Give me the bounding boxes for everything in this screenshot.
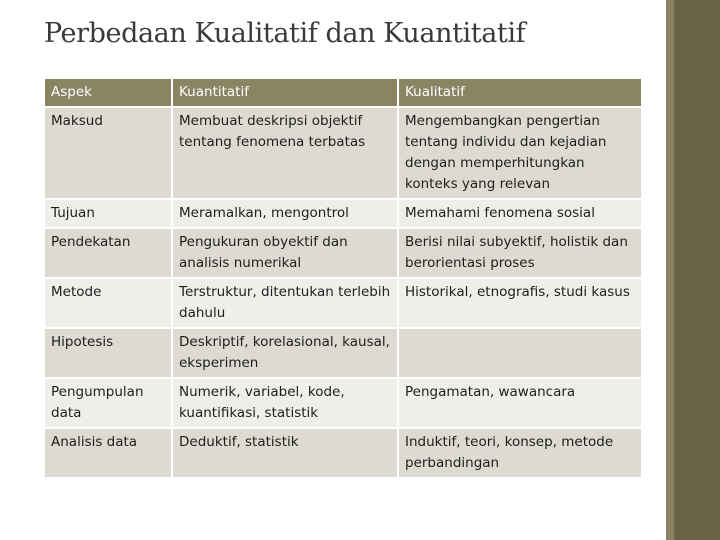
table-row (45, 229, 641, 277)
comparison-table (43, 77, 643, 479)
table-cell: Meramalkan, mengontrol (173, 200, 397, 227)
table-header-row (45, 79, 641, 106)
table-cell: Maksud (45, 108, 171, 198)
table-cell: Tujuan (45, 200, 171, 227)
header-kualitatif: Kualitatif (399, 79, 641, 106)
table-row (45, 279, 641, 327)
table-cell: Deduktif, statistik (173, 429, 397, 477)
table-cell: Memahami fenomena sosial (399, 200, 641, 227)
table-cell: Deskriptif, korelasional, kausal, eksperimen (173, 329, 397, 377)
table-row (45, 429, 641, 477)
table-row (45, 379, 641, 427)
table-cell (399, 329, 641, 377)
table-row (45, 108, 641, 198)
table-cell: Analisis data (45, 429, 171, 477)
table-cell: Membuat deskripsi objektif tentang fenomena terbatas (173, 108, 397, 198)
table-cell: Induktif, teori, konsep, metode perbandingan (399, 429, 641, 477)
table-cell: Metode (45, 279, 171, 327)
page-title: Perbedaan Kualitatif dan Kuantitatif (44, 18, 526, 49)
header-aspek: Aspek (45, 79, 171, 106)
table-cell: Mengembangkan pengertian tentang individu dan kejadian dengan memperhitungkan konteks yang relevan (399, 108, 641, 198)
decorative-side-bar (666, 0, 720, 540)
table-cell: Pengukuran obyektif dan analisis numerikal (173, 229, 397, 277)
table-cell: Hipotesis (45, 329, 171, 377)
table-cell: Numerik, variabel, kode, kuantifikasi, statistik (173, 379, 397, 427)
table-row (45, 329, 641, 377)
table-cell: Terstruktur, ditentukan terlebih dahulu (173, 279, 397, 327)
table-cell: Historikal, etnografis, studi kasus (399, 279, 641, 327)
table-cell: Pengamatan, wawancara (399, 379, 641, 427)
header-kuantitatif: Kuantitatif (173, 79, 397, 106)
table-row (45, 200, 641, 227)
table-cell: Pendekatan (45, 229, 171, 277)
table-cell: Berisi nilai subyektif, holistik dan berorientasi proses (399, 229, 641, 277)
table-cell: Pengumpulan data (45, 379, 171, 427)
